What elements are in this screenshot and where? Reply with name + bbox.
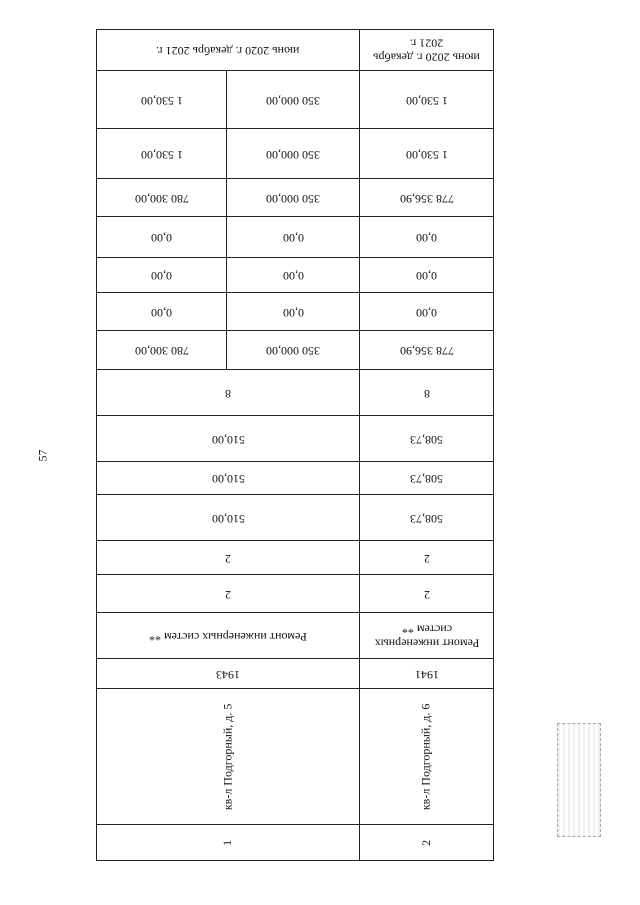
- table-row: [97, 461, 493, 494]
- table-cell: 0,00: [416, 268, 437, 283]
- table-cell: 510,00: [97, 495, 360, 540]
- table-cell: 778 356,90: [399, 343, 454, 358]
- table-cell: 1 530,00: [405, 93, 448, 108]
- table-cell: 778 356,90: [399, 191, 454, 206]
- table-cell: Ремонт инженерных систем **: [97, 613, 360, 658]
- table-row: [97, 612, 493, 658]
- table-row: [97, 415, 493, 461]
- table-cell: 0,00: [227, 258, 360, 292]
- table-row: [97, 824, 493, 860]
- table-cell: 508,73: [410, 432, 443, 447]
- table-cell: 0,00: [97, 217, 227, 257]
- table-cell: 510,00: [97, 462, 360, 494]
- table-cell: кв-л Подгорный, д. 5: [97, 689, 360, 824]
- table-cell: 508,73: [410, 471, 443, 486]
- table-row: [97, 128, 493, 178]
- table-cell: 8: [97, 370, 360, 415]
- table-cell: 0,00: [227, 293, 360, 330]
- table-row: [97, 30, 493, 70]
- table-cell: 2: [423, 551, 430, 566]
- table-cell: 508,73: [410, 511, 443, 526]
- table-cell: 510,00: [97, 416, 360, 461]
- table-cell: июнь 2020 г. декабрь 2021 г.: [97, 30, 360, 70]
- table-row: [97, 658, 493, 688]
- table-cell: 2: [97, 541, 360, 574]
- table-cell: 780 300,00: [97, 331, 227, 369]
- table-cell: 0,00: [97, 258, 227, 292]
- table-cell: 1 530,00: [97, 71, 227, 128]
- table-cell: 1 530,00: [405, 147, 448, 162]
- table-cell: 0,00: [227, 217, 360, 257]
- table-row: [97, 494, 493, 540]
- table-cell: 1943: [97, 659, 360, 688]
- table-cell: 2: [97, 575, 360, 612]
- table-cell: 1941: [414, 667, 439, 682]
- table-cell: Ремонт инженерных систем **: [374, 622, 479, 651]
- document-table: [96, 29, 494, 861]
- table-cell: 350 000,00: [227, 129, 360, 178]
- table-cell: 0,00: [416, 230, 437, 245]
- table-cell: 2: [418, 839, 433, 846]
- table-cell: 8: [423, 386, 430, 401]
- table-cell: 1: [97, 825, 360, 860]
- table-cell: кв-л Подгорный, д. 6: [418, 703, 433, 810]
- table-cell: 780 300,00: [97, 179, 227, 216]
- table-cell: 0,00: [416, 305, 437, 320]
- table-row: [97, 330, 493, 369]
- table-row: [97, 178, 493, 216]
- table-row: [97, 540, 493, 574]
- table-cell: 0,00: [97, 293, 227, 330]
- table-row: [97, 688, 493, 824]
- table-row: [97, 574, 493, 612]
- scanned-stamp: [557, 723, 601, 837]
- table-row: [97, 70, 493, 128]
- table-row: [97, 292, 493, 330]
- page-number: 57: [35, 449, 50, 462]
- table-row: [97, 257, 493, 292]
- table-cell: 2: [423, 587, 430, 602]
- table-cell: июнь 2020 г. декабрь 2021 г.: [373, 37, 480, 65]
- table-cell: 350 000,00: [227, 179, 360, 216]
- table-cell: 350 000,00: [227, 71, 360, 128]
- table-cell: 350 000,00: [227, 331, 360, 369]
- table-row: [97, 369, 493, 415]
- table-row: [97, 216, 493, 257]
- table-cell: 1 530,00: [97, 129, 227, 178]
